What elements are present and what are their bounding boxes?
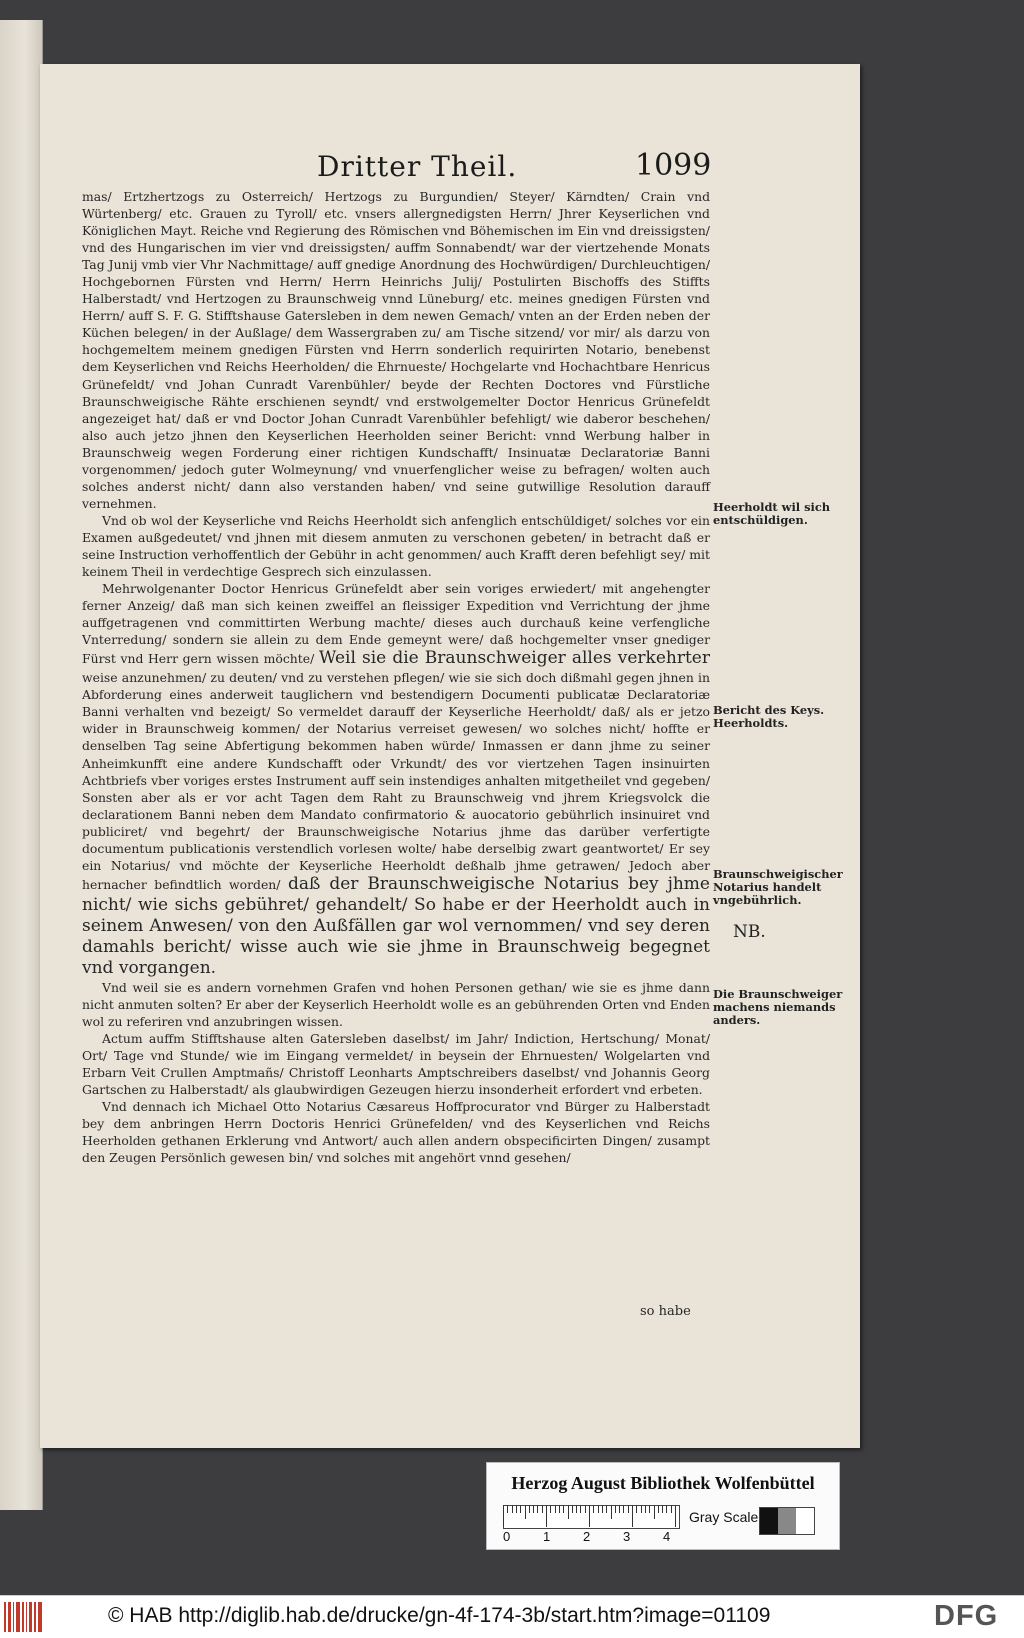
ruler-tick bbox=[520, 1505, 521, 1513]
book-page bbox=[40, 64, 860, 1448]
ruler-tick bbox=[636, 1505, 637, 1513]
scale-number: 2 bbox=[583, 1529, 591, 1544]
ruler-tick bbox=[602, 1505, 603, 1513]
catchword: so habe bbox=[640, 1304, 691, 1319]
running-head: Dritter Theil. bbox=[317, 150, 518, 183]
ruler-tick bbox=[563, 1505, 564, 1513]
paragraph: Actum auffm Stifftshause alten Gatersleben daselbst/ im Jahr/ Indiction, Hertschung/ Monat/ Ort/ Tage vnd Stunde/ wie im Eingang vermeldet/ in beysein der Ehrnuesten/ Wolgelarten vnd Erbarn Veit Crullen Amptmañs/ Christoff Leonharts Amptschreibers daselbst/ vnd Johannis Georg Gartschen zu Halberstadt/ als glaubwirdigen Gezeugen hierzu insonderheit erfordert vnd erbeten. bbox=[82, 1030, 710, 1098]
ruler-tick bbox=[568, 1505, 569, 1519]
dfg-logo: DFG bbox=[934, 1600, 999, 1632]
facing-page-edge bbox=[0, 20, 43, 1510]
ruler-tick bbox=[658, 1505, 659, 1513]
page-number: 1099 bbox=[635, 148, 712, 183]
ruler-tick bbox=[576, 1505, 577, 1513]
gray-scale-swatch bbox=[759, 1507, 815, 1535]
paragraph: Vnd weil sie es andern vornehmen Grafen vnd hohen Personen gethan/ wie sie es jhme dann nicht anmuten solten? Er aber der Keyserlich Heerholdt wolle es an gebührenden Orten vnd Enden wol zu referiren vnd anzubringen wissen. bbox=[82, 979, 710, 1029]
library-label-card bbox=[486, 1462, 840, 1550]
ruler-tick bbox=[525, 1505, 526, 1519]
ruler-tick bbox=[512, 1505, 513, 1513]
emphasis-text: daß der Braunschweigische Notarius bey jhme nicht/ wie sichs gebühret/ gehandelt/ So habe er der Heerholdt auch in seinem Anwesen/ von den Außfällen gar wol vernommen/ vnd sey deren damahls bericht/ wisse auch wie sie jhme in Braunschweig begegnet vnd vorgangen. bbox=[82, 873, 710, 978]
ruler-tick bbox=[619, 1505, 620, 1513]
paragraph bbox=[82, 580, 710, 979]
margin-note-nb: NB. bbox=[733, 922, 766, 942]
ruler-tick bbox=[542, 1505, 543, 1513]
footer-bar bbox=[0, 1595, 1024, 1638]
ruler-tick bbox=[649, 1505, 650, 1513]
gray-scale-label: Gray Scale bbox=[689, 1509, 759, 1525]
ruler-tick bbox=[529, 1505, 530, 1513]
ruler-tick bbox=[628, 1505, 629, 1513]
ruler-tick bbox=[537, 1505, 538, 1513]
ruler-tick bbox=[632, 1505, 633, 1527]
ruler-tick bbox=[611, 1505, 612, 1519]
ruler-tick bbox=[654, 1505, 655, 1519]
margin-note: Braunschweigischer Notarius handelt vngebührlich. bbox=[713, 867, 843, 907]
ruler-tick bbox=[516, 1505, 517, 1513]
source-url[interactable]: © HAB http://diglib.hab.de/drucke/gn-4f-174-3b/start.htm?image=01109 bbox=[108, 1604, 771, 1627]
ruler-tick bbox=[666, 1505, 667, 1513]
ruler-tick bbox=[559, 1505, 560, 1513]
paragraph: Vnd dennach ich Michael Otto Notarius Cæsareus Hoffprocurator vnd Bürger zu Halberstadt bey dem anbringen Herrn Doctoris Henrici Grünefelden/ vnd des Keyserlichen vnd Reichs Heerholden gethanen Erklerung vnd Antwort/ auch allen andern obspecificirten Dingen/ zusampt den Zeugen Persönlich gewesen bin/ vnd solches mit angehört vnnd gesehen/ bbox=[82, 1099, 710, 1166]
paragraph: mas/ Ertzhertzogs zu Osterreich/ Hertzogs zu Burgundien/ Steyer/ Kärndten/ Crain vnd Würtenberg/ etc. Grauen zu Tyroll/ etc. vnsers allergnedigsten Herrn/ Jhrer Keyserlichen vnd Königlichen Mayt. Reiche vnd Regierung des Römischen vnd Böhemischen im Ein vnd dreissigsten/ vnd des Hungarischen im vier vnd dreissigsten/ auffm Sonnabendt/ war der viertzehende Monats Tag Junij vmb vier Vhr Nachmittage/ auff gnedige Anordnung des Hochwürdigen/ Durchleuchtigen/ Hochgebornen Fürsten vnd Herrn/ Herrn Heinrichs Julij/ Postulirten Bischoffs des Stiffts Halberstadt/ vnd Hertzogen zu Braunschweig vnnd Lüneburg/ etc. meines gnedigen Fürsten vnd Herrn/ auff S. F. G. Stifftshause Gatersleben in dem newen Gemach/ vnten an der Erden neben der Küchen belegen/ in der Außlage/ dem Wassergraben zu/ am Tische sitzend/ vor mir/ als darzu von hochgemeltem meinem gnedigen Fürsten vnd Herrn sonderlich requirirten Notario, benebenst dem Keyserlichen vnd Reichs Heerholden/ die Ehrnueste/ Hochgelarte vnd Hochachtbare Henricus Grünefeldt/ vnd Johan Cunradt Varenbühler/ beyde der Rechten Doctores vnd Fürstliche Braunschweigische Rähte erschienen seyndt/ vnd erstwolgemelter Doctor Henricus Grünefeldt angezeiget hat/ daß er vnd Doctor Johan Cunradt Varenbühler befehligt/ wie daberor beschehen/ also auch jetzo jhnen den Keyserlichen Heerholden seiner Bericht: vnnd Werbung halber in Braunschweig wegen Forderung einer richtigen Kundschafft/ Insinuatæ Declaratoriæ Banni vorgenommen/ jedoch guter Wolmeynung/ vnd vnuerfenglicher weise zu befragen/ wolten auch solches anderst nicht/ dann also verstanden haben/ vnd seine gutwillige Resolution darauff vernehmen. bbox=[82, 189, 710, 511]
ruler-tick bbox=[589, 1505, 590, 1527]
emphasis-text: Weil sie die Braunschweiger alles verkehrter bbox=[318, 648, 710, 669]
paragraph-text: Mehrwolgenanter Doctor Henricus Grünefeldt aber sein voriges erwiedert/ mit angehengter ferner Anzeig/ daß man sich keinen zweiffel an fleissiger Expedition vnd Verrichtung der jhme auffgetragenen vnd committirten Werbung machte/ dieses auch durchauß keine verfengliche Vnterredung/ sondern sie allein zu dem Ende gemeynt were/ daß hochgemelter vnser gnediger Fürst vnd Herr gern wissen möchte/ bbox=[82, 581, 710, 667]
ruler-tick bbox=[606, 1505, 607, 1513]
body-text bbox=[82, 188, 710, 1166]
margin-note: Bericht des Keys. Heerholdts. bbox=[713, 703, 825, 730]
ruler-tick bbox=[572, 1505, 573, 1513]
scale-number: 1 bbox=[543, 1529, 551, 1544]
library-name: Herzog August Bibliothek Wolfenbüttel bbox=[511, 1473, 815, 1493]
page-header bbox=[275, 150, 715, 190]
ruler-tick bbox=[580, 1505, 581, 1513]
ruler-tick bbox=[555, 1505, 556, 1513]
ruler-tick bbox=[585, 1505, 586, 1513]
ruler-tick bbox=[598, 1505, 599, 1513]
paragraph-text: weise anzunehmen/ zu deuten/ vnd zu verstehen pflegen/ wie sie sich doch dißmahl gegen jhnen in Abforderung eines anderweit tauglichern vnd bestendigern Documenti publicatæ Declaratoriæ Banni verhalten vnd bezeigt/ So vermeldet darauff der Keyserliche Heerholdt/ daß/ als er jetzo wider in Braunschweig kommen/ der Notarius verreiset gewesen/ wo solches nicht/ hoffte er denselben Tag seine Abfertigung bekommen haben würde/ Inmassen er dann jhme zu seiner Anheimkunfft eine andere Kundschafft oder Vrkundt/ des vor viertzehen Tagen insinuirten Achtbriefs vber voriges erstes Instrument auff sein instendiges anhalten mitgetheilet vnd gegeben/ Sonsten aber als er vor acht Tagen dem Raht zu Braunschweig vnd jhrem Kriegsvolck die declarationem Banni neben dem Mandato confirmatorio & auocatorio gebührlich insinuiret vnd publiciret/ vnd begehrt/ der Braunschweigische Notarius jhme das darüber verfertigte documentum publicationis verstendlich vorlesen wolte/ habe derselbig zwart geantwortet/ Er sey ein Notarius/ vnd möchte der Keyserliche Heerholdt deßhalb jhme getrawen/ Jedoch aber hernacher befindtlich worden/ bbox=[82, 670, 710, 892]
ruler-tick bbox=[593, 1505, 594, 1513]
ruler-tick bbox=[671, 1505, 672, 1513]
scale-numbers bbox=[503, 1529, 703, 1545]
ruler-tick bbox=[623, 1505, 624, 1513]
ruler-tick bbox=[503, 1505, 504, 1527]
barcode-icon bbox=[4, 1602, 48, 1632]
ruler-tick bbox=[645, 1505, 646, 1513]
scale-number: 3 bbox=[623, 1529, 631, 1544]
scale-number: 0 bbox=[503, 1529, 511, 1544]
ruler-tick bbox=[533, 1505, 534, 1513]
margin-note: Die Braunschweiger machens niemands anders. bbox=[713, 987, 843, 1027]
scale-number: 4 bbox=[663, 1529, 671, 1544]
ruler-tick bbox=[550, 1505, 551, 1513]
ruler-tick bbox=[675, 1505, 676, 1527]
margin-note: Heerholdt wil sich entschüldigen. bbox=[713, 500, 831, 527]
ruler-tick bbox=[507, 1505, 508, 1513]
ruler-tick bbox=[546, 1505, 547, 1527]
ruler-tick bbox=[641, 1505, 642, 1513]
paragraph: Vnd ob wol der Keyserliche vnd Reichs Heerholdt sich anfenglich entschüldiget/ solches vor ein Examen außgedeutet/ vnd jhnen mit diesem anmuten zu verschonen gebeten/ in betracht daß er seine Instruction verhoffentlich der Gebühr in acht genommen/ auch Krafft deren befehligt sey/ mit keinem Theil in verdechtige Gesprech sich einzulassen. bbox=[82, 512, 710, 580]
ruler-tick bbox=[615, 1505, 616, 1513]
ruler-tick bbox=[662, 1505, 663, 1513]
